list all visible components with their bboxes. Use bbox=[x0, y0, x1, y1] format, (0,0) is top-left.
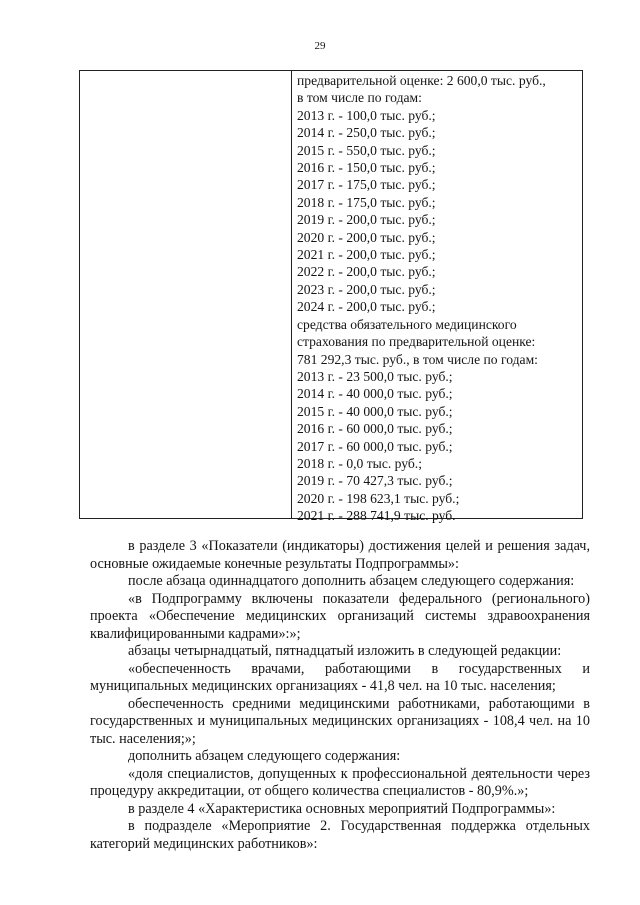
table-line: 2020 г. - 198 623,1 тыс. руб.; bbox=[297, 490, 460, 506]
table-line: 2017 г. - 60 000,0 тыс. руб.; bbox=[297, 438, 453, 454]
funding-table bbox=[79, 70, 583, 524]
table-line: 2022 г. - 200,0 тыс. руб.; bbox=[297, 264, 436, 280]
table-line: 2019 г. - 70 427,3 тыс. руб.; bbox=[297, 473, 453, 489]
paragraph: в подразделе «Мероприятие 2. Государственная поддержка отдельных категорий медицинских работников»: bbox=[90, 818, 590, 852]
table-left-cell bbox=[80, 71, 291, 518]
paragraph: после абзаца одиннадцатого дополнить абзацем следующего содержания: bbox=[128, 573, 575, 589]
table-line: 2016 г. - 60 000,0 тыс. руб.; bbox=[297, 421, 453, 437]
table-line: 781 292,3 тыс. руб., в том числе по годам: bbox=[297, 351, 538, 367]
table-line: предварительной оценке: 2 600,0 тыс. руб., bbox=[297, 73, 546, 88]
table-line: 2024 г. - 200,0 тыс. руб.; bbox=[297, 299, 436, 315]
paragraph: дополнить абзацем следующего содержания: bbox=[128, 748, 401, 764]
paragraph: абзацы четырнадцатый, пятнадцатый изложить в следующей редакции: bbox=[128, 643, 562, 659]
table-line: 2014 г. - 250,0 тыс. руб.; bbox=[297, 125, 436, 141]
table-line: 2020 г. - 200,0 тыс. руб.; bbox=[297, 229, 436, 245]
paragraph: обеспеченность средними медицинскими работниками, работающими в государственных и муниципальных медицинских организациях - 108,4 чел. на 10 тыс. населения;»; bbox=[90, 695, 590, 747]
table-line: 2021 г. - 200,0 тыс. руб.; bbox=[297, 247, 436, 263]
table-right-cell bbox=[297, 71, 578, 525]
table-line: 2018 г. - 0,0 тыс. руб.; bbox=[297, 455, 422, 471]
paragraph: в разделе 4 «Характеристика основных мероприятий Подпрограммы»: bbox=[128, 800, 556, 817]
paragraph: «обеспеченность врачами, работающими в государственных и муниципальных медицинских организациях - 41,8 чел. на 10 тыс. населения; bbox=[90, 660, 590, 694]
table-line: 2019 г. - 200,0 тыс. руб.; bbox=[297, 212, 436, 228]
table-line: 2013 г. - 100,0 тыс. руб.; bbox=[297, 107, 436, 123]
table-line: 2013 г. - 23 500,0 тыс. руб.; bbox=[297, 368, 453, 384]
table-line: 2014 г. - 40 000,0 тыс. руб.; bbox=[297, 386, 453, 402]
paragraph: «в Подпрограмму включены показатели федерального (регионального) проекта «Обеспечение медицинских организаций системы здравоохранения квалифицированными кадрами»:»; bbox=[90, 590, 590, 642]
paragraph: в разделе 3 «Показатели (индикаторы) достижения целей и решения задач, основные ожидаемые конечные результаты Подпрограммы»: bbox=[90, 538, 590, 572]
table-line: в том числе по годам: bbox=[297, 90, 422, 106]
table-line: средства обязательного медицинского bbox=[297, 316, 517, 332]
paragraph: «доля специалистов, допущенных к профессиональной деятельности через процедуру аккредитации, от общего количества специалистов - 80,9%.»; bbox=[90, 765, 590, 799]
table-line: 2015 г. - 40 000,0 тыс. руб.; bbox=[297, 403, 453, 419]
table-line: 2015 г. - 550,0 тыс. руб.; bbox=[297, 142, 436, 158]
table-line: 2017 г. - 175,0 тыс. руб.; bbox=[297, 177, 436, 193]
table-line: 2016 г. - 150,0 тыс. руб.; bbox=[297, 160, 436, 176]
table-line: 2023 г. - 200,0 тыс. руб.; bbox=[297, 281, 436, 297]
page-number: 29 bbox=[314, 40, 326, 52]
table-column-divider bbox=[291, 71, 292, 518]
table-line: 2021 г. - 288 741,9 тыс. руб. bbox=[297, 508, 456, 524]
table-line: страхования по предварительной оценке: bbox=[297, 334, 536, 350]
table-line: 2018 г. - 175,0 тыс. руб.; bbox=[297, 194, 436, 210]
amendment-text bbox=[90, 538, 590, 853]
